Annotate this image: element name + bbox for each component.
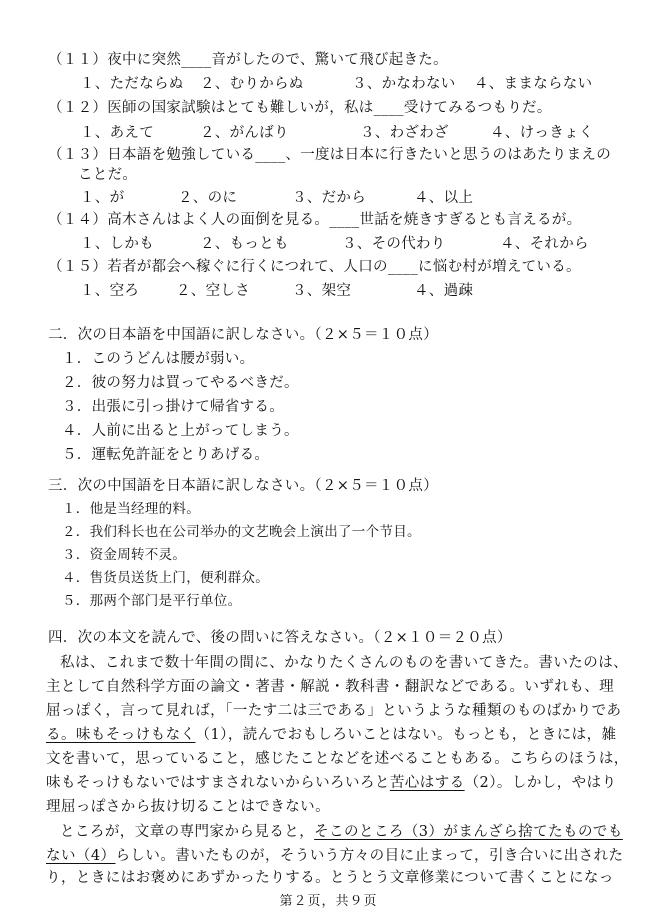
passage-line-2: 主として自然科学方面の論文・著書・解説・教科書・翻訳などである。いずれも、理 xyxy=(46,679,615,695)
passage-line-7: 理屈っぽさから抜け切ることはできない。 xyxy=(46,799,331,815)
q12-option-3: ３、わざわざ xyxy=(360,125,449,141)
q13-option-4: ４、以上 xyxy=(414,190,474,206)
section-2-item-3: ３．出張に引っ掛けて帰省する。 xyxy=(62,399,284,415)
q12-option-2: ２、がんばり xyxy=(200,125,289,141)
q14-option-4: ４、それから xyxy=(500,236,589,252)
q15-option-4: ４、過疎 xyxy=(414,283,474,299)
section-3-item-5: ５．那两个部门是平行单位。 xyxy=(62,593,242,609)
underlined-phrase-3: そこのところ（3）がまんざら捨てたものでも xyxy=(314,824,623,840)
section-2-item-2: ２．彼の努力は買ってやるべきだ。 xyxy=(62,375,299,391)
question-12-options xyxy=(80,121,640,141)
q15-option-1: １、空ろ xyxy=(80,283,140,299)
section-2-heading: 二．次の日本語を中国語に訳しなさい。（２×５＝１０点） xyxy=(48,327,438,343)
q13-option-2: ２、のに xyxy=(178,190,238,206)
passage-line-6 xyxy=(46,771,617,792)
question-15: （１５）若者が都会へ稼ぐに行くにつれて、人口の____に悩む村が増えている。 xyxy=(48,259,581,275)
section-2-item-1: １．このうどんは腰が弱い。 xyxy=(62,351,255,367)
question-15-options xyxy=(80,279,640,299)
question-14-options xyxy=(80,232,640,252)
passage-line-5: 文を書いて，思っていること，感じたことなどを述べることもある。こちらのほうは， xyxy=(46,751,629,767)
question-11-options xyxy=(80,72,640,92)
section-4-heading: 四．次の本文を読んで、後の問いに答えなさい。（２×１０＝２０点） xyxy=(48,630,512,646)
q11-option-3: ３、かなわない xyxy=(352,76,456,92)
question-13-continued: ことだ。 xyxy=(78,167,138,183)
q12-option-4: ４、けっきょく xyxy=(490,125,594,141)
section-3-item-3: ３．资金周转不灵。 xyxy=(62,547,187,563)
q11-option-4: ４、ままならない xyxy=(474,76,593,92)
question-11: （１１）夜中に突然____音がしたので、驚いて飛び起きた。 xyxy=(48,52,448,68)
page-number-footer: 第２页，共９页 xyxy=(279,894,378,909)
section-3-item-4: ４．售货员送货上门，便利群众。 xyxy=(62,570,269,586)
passage-line-4-rest: （1），読んでおもしろいことはない。もっとも，ときには，雑 xyxy=(195,727,617,743)
passage-line-8-start: ところが，文章の専門家から見ると， xyxy=(60,824,315,840)
q13-option-1: １、が xyxy=(80,190,125,206)
q14-option-2: ２、もっとも xyxy=(200,236,289,252)
section-2-item-4: ４．人前に出ると上がってしまう。 xyxy=(62,423,299,439)
passage-line-1: 私は、これまで数十年間の間に、かなりたくさんのものを書いてきた。書いたのは、 xyxy=(60,655,629,671)
q11-option-2: ２、むりからぬ xyxy=(200,76,304,92)
q14-option-3: ３、その代わり xyxy=(342,236,446,252)
passage-line-6-start: 味もそっけもないではすまされないからいろいろと xyxy=(46,775,390,791)
underlined-phrase-4: ない（4） xyxy=(46,848,116,864)
question-12: （１２）医師の国家試験はとても難しいが，私は____受けてみるつもりだ。 xyxy=(48,100,552,116)
passage-line-9-rest: らしい。書いたものが，そういう方々の目に止まって，引き合いに出された xyxy=(115,848,624,864)
q12-option-1: １、あえて xyxy=(80,125,154,141)
question-13: （１３）日本語を勉強している____、一度は日本に行きたいと思うのはあたりまえの xyxy=(48,147,611,163)
q14-option-1: １、しかも xyxy=(80,236,154,252)
q11-option-1: １、ただならぬ xyxy=(80,76,184,92)
underlined-phrase-1: る。味もそっけもなく xyxy=(46,727,196,743)
section-3-heading: 三．次の中国語を日本語に訳しなさい。（２×５＝１０点） xyxy=(48,478,438,494)
question-13-options xyxy=(80,186,640,206)
passage-line-10: り，ときにはお褒めにあずかったりする。とうとう文章修業について書くことになっ xyxy=(46,870,614,886)
section-3-item-2: ２．我们科长也在公司举办的文艺晚会上演出了一个节目。 xyxy=(62,524,421,540)
section-2-item-5: ５．運転免許証をとりあげる。 xyxy=(62,447,270,463)
passage-line-4 xyxy=(46,723,617,744)
passage-line-8 xyxy=(60,820,623,841)
q15-option-3: ３、架空 xyxy=(292,283,352,299)
q13-option-3: ３、だから xyxy=(292,190,366,206)
passage-line-9 xyxy=(46,844,624,865)
q15-option-2: ２、空しさ xyxy=(176,283,250,299)
question-14: （１４）高木さんはよく人の面倒を見る。____世話を焼きすぎるとも言えるが。 xyxy=(48,212,582,228)
passage-line-6-end: （2）。しかし，やはり xyxy=(464,775,617,791)
underlined-phrase-2: 苦心はする xyxy=(389,775,465,791)
section-3-item-1: １．他是当经理的料。 xyxy=(62,501,200,517)
passage-line-3: 屈っぽく，言って見れば，「一たす二は三である」というような種類のものばかりであ xyxy=(46,703,622,719)
